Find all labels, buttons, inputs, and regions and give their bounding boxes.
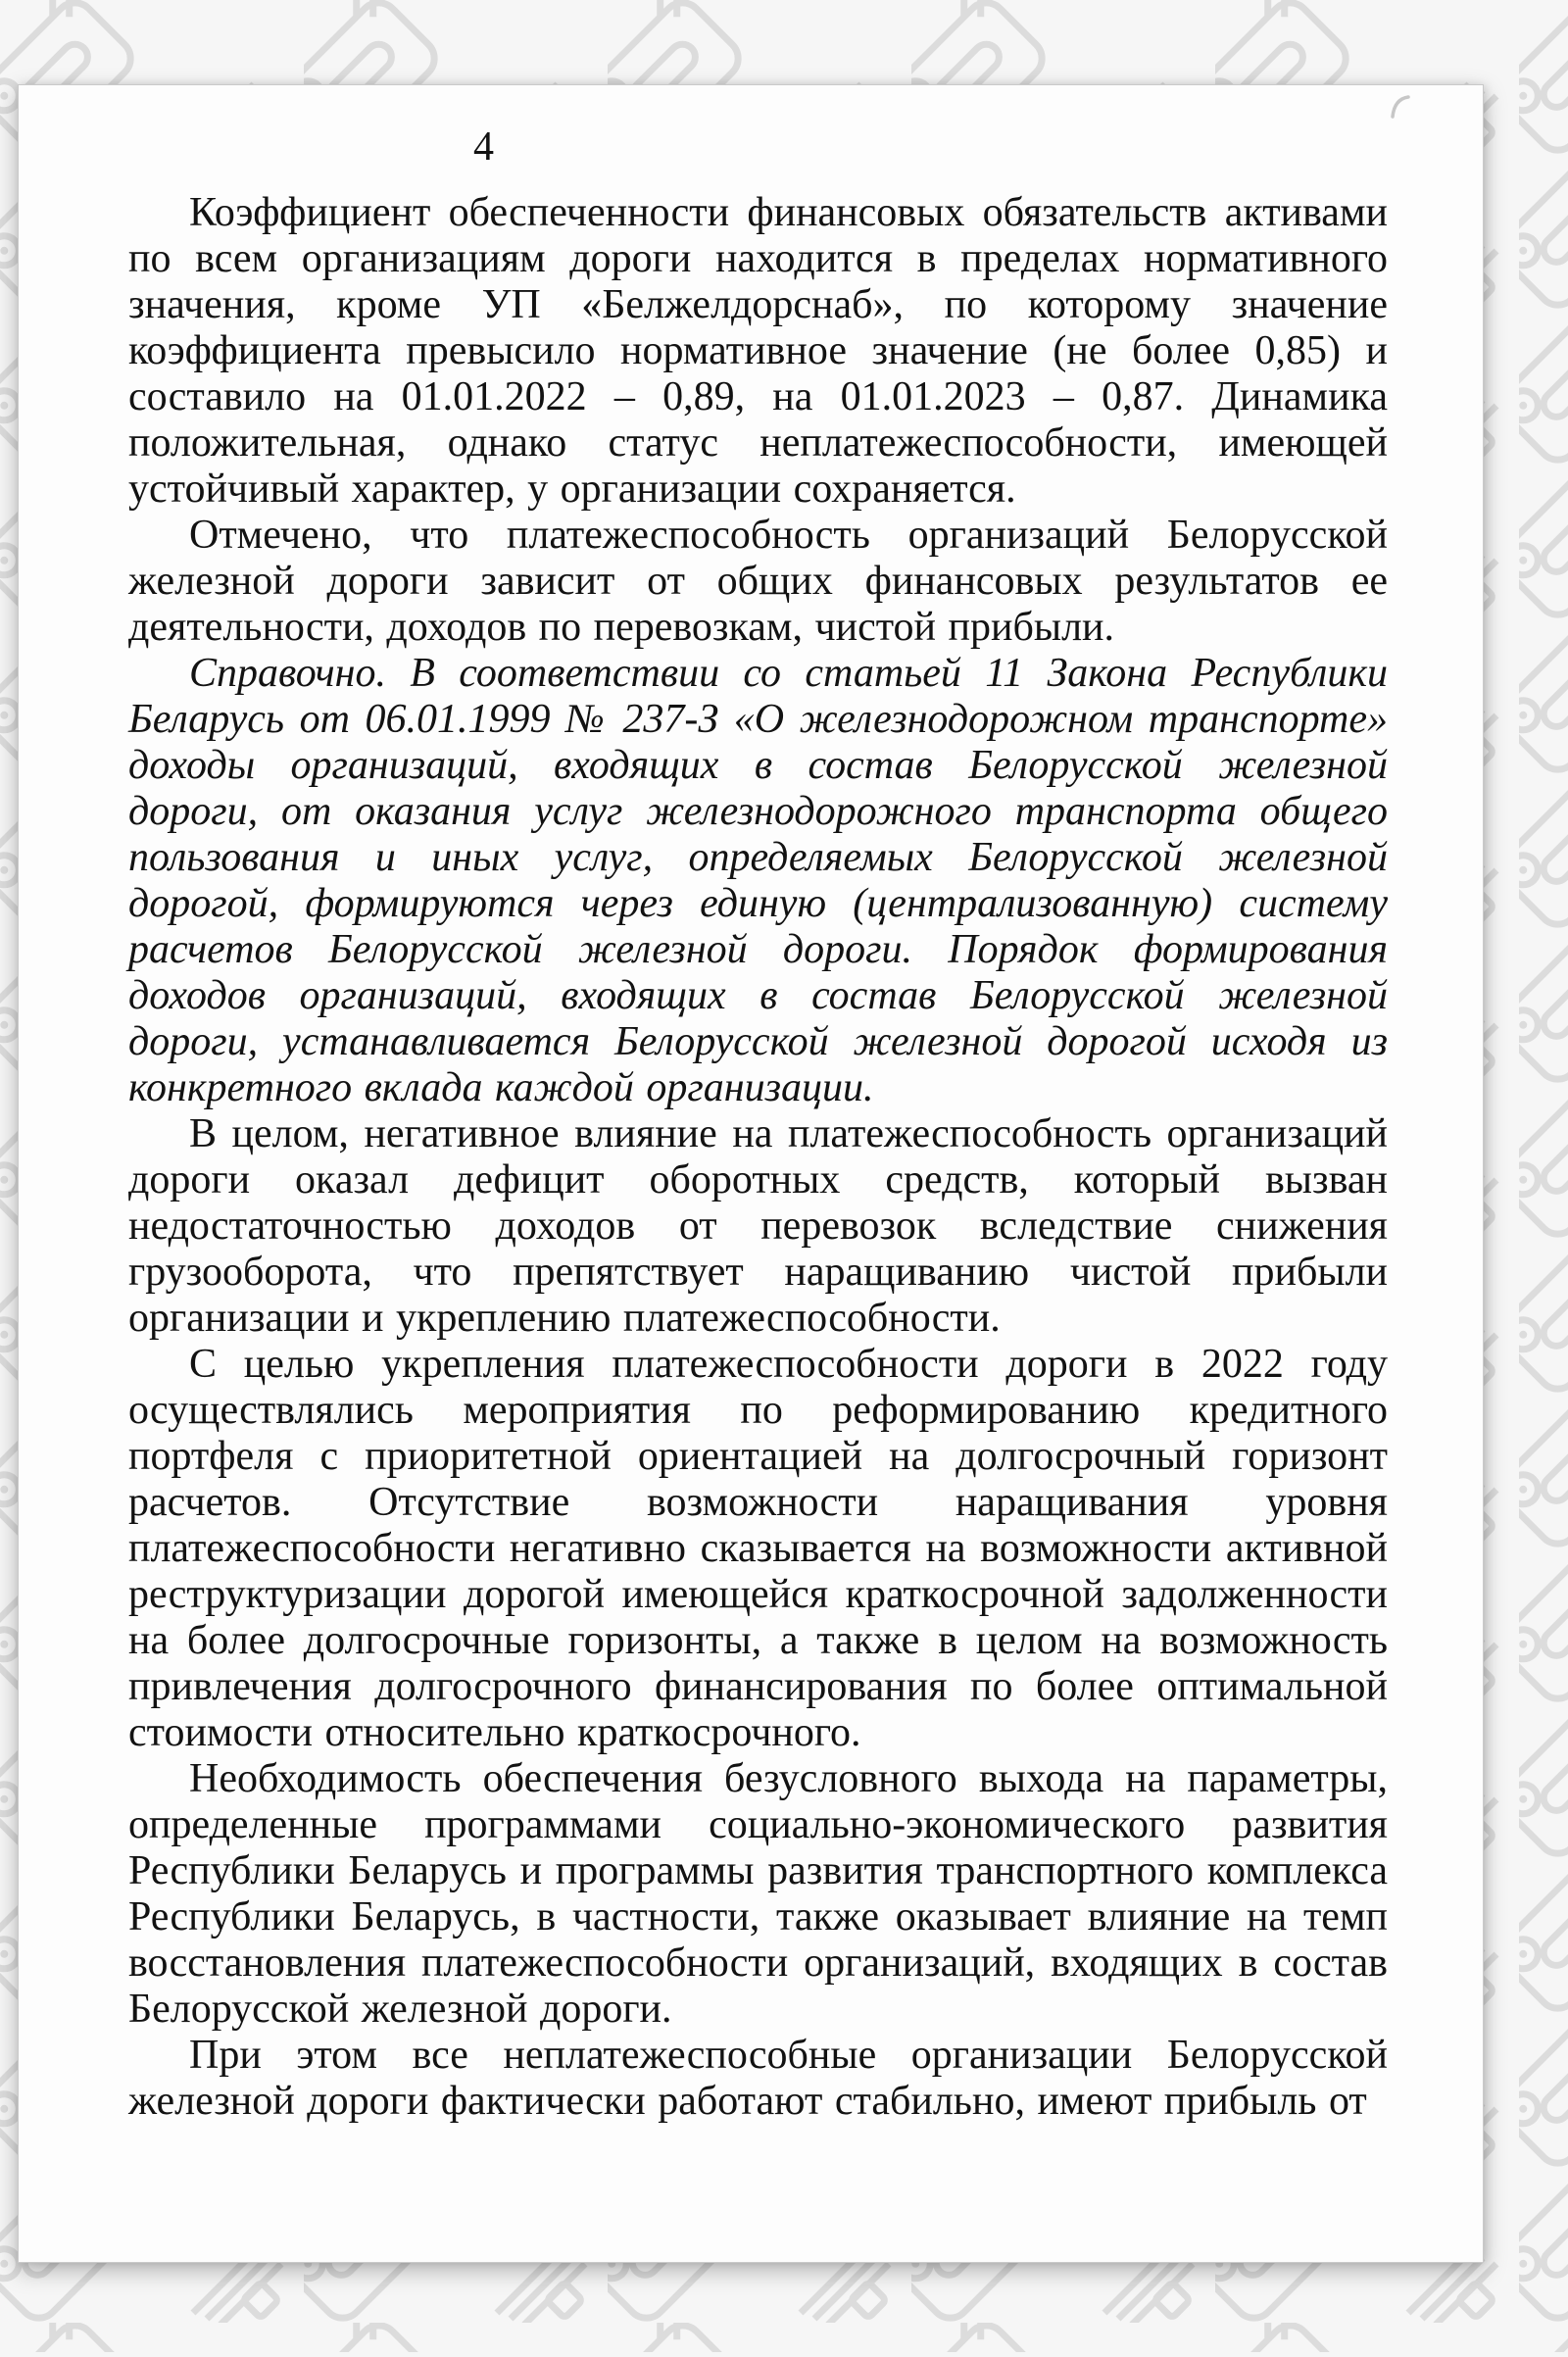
paragraph-necessity-programs: Необходимость обеспечения безусловного выхода на параметры, определенные программами социально-экономического развития Республики Беларусь и программы развития транспортного комплекса Республики Беларусь, в частности, также оказывает влияние на темп восстановления платежеспособности организаций, входящих в состав Белорусской железной дороги. (128, 1756, 1388, 2032)
paragraph-noted: Отмечено, что платежеспособность организаций Белорусской железной дороги зависит от общих финансовых результатов ее деятельности, доходов по перевозкам, чистой прибыли. (128, 513, 1388, 650)
paragraph-strengthening-2022: С целью укрепления платежеспособности дороги в 2022 году осуществлялись мероприятия по реформированию кредитного портфеля с приоритетной ориентацией на долгосрочный горизонт расчетов. Отсутствие возможности наращивания уровня платежеспособности негативно сказывается на возможности активной реструктуризации дорогой имеющейся краткосрочной задолженности на более долгосрочные горизонты, а также в целом на возможность привлечения долгосрочного финансирования по более оптимальной стоимости относительно краткосрочного. (128, 1342, 1388, 1755)
document-body (19, 85, 1483, 2125)
page-curl-mark (1389, 93, 1416, 121)
paragraph-reference-note: Справочно. В соответствии со статьей 11 Закона Республики Беларусь от 06.01.1999 № 237-З «О железнодорожном транспорте» доходы организаций, входящих в состав Белорусской железной дороги, от оказания услуг железнодорожного транспорта общего пользования и иных услуг, определяемых Белорусской железной дорогой, формируются через единую (централизованную) систему расчетов Белорусской железной дороги. Порядок формирования доходов организаций, входящих в состав Белорусской железной дороги, устанавливается Белорусской железной дорогой исходя из конкретного вклада каждой организации. (128, 651, 1388, 1110)
paragraph-coefficient: Коэффициент обеспеченности финансовых обязательств активами по всем организациям дороги находится в пределах нормативного значения, кроме УП «Белжелдорснаб», по которому значение коэффициента превысило нормативное значение (не более 0,85) и составило на 01.01.2022 – 0,89, на 01.01.2023 – 0,87. Динамика положительная, однако статус неплатежеспособности, имеющей устойчивый характер, у организации сохраняется. (128, 190, 1388, 512)
paragraph-overall-impact: В целом, негативное влияние на платежеспособность организаций дороги оказал дефицит оборотных средств, который вызван недостаточностью доходов от перевозок вследствие снижения грузооборота, что препятствует наращиванию чистой прибыли организации и укреплению платежеспособности. (128, 1111, 1388, 1341)
document-page (18, 84, 1484, 2263)
paragraph-insolvent-organizations: При этом все неплатежеспособные организации Белорусской железной дороги фактически работают стабильно, имеют прибыль от (128, 2033, 1388, 2124)
page-number: 4 (473, 124, 495, 170)
